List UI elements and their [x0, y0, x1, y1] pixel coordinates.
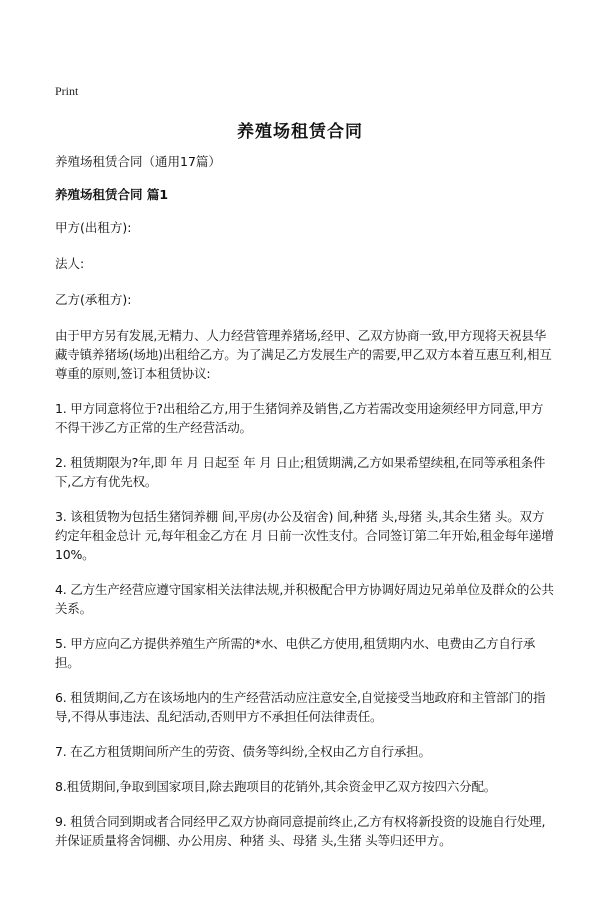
clause-6: 6. 租赁期间,乙方在该场地内的生产经营活动应注意安全,自觉接受当地政府和主管部门的指导,不得从事违法、乱纪活动,否则甲方不承担任何法律责任。 [55, 690, 546, 724]
document-title: 养殖场租赁合同 [237, 122, 363, 142]
field-lessee: 乙方(承租方): [55, 292, 132, 307]
document-body [55, 152, 555, 866]
field-legal-person: 法人: [55, 256, 85, 271]
clause-2: 2. 租赁期限为?年,即 年 月 日起至 年 月 日止;租赁期满,乙方如果希望续租,在同等承租条件下,乙方有优先权。 [55, 455, 546, 489]
clause-5: 5. 甲方应向乙方提供养殖生产所需的*水、电供乙方使用,租赁期内水、电费由乙方自行承担。 [55, 636, 536, 670]
clause-8: 8.租赁期间,争取到国家项目,除去跑项目的花销外,其余资金甲乙双方按四六分配。 [55, 779, 497, 794]
clause-9: 9. 租赁合同到期或者合同经甲乙双方协商同意提前终止,乙方有权将新投资的设施自行处理,并保证质量将舍饲棚、办公用房、种猪 头、母猪 头,生猪 头等归还甲方。 [55, 814, 546, 848]
clause-4: 4. 乙方生产经营应遵守国家相关法律法规,并积极配合甲方协调好周边兄弟单位及群众的公共关系。 [55, 582, 554, 616]
print-label[interactable]: Print [55, 84, 79, 98]
document-subtitle: 养殖场租赁合同（通用17篇） [55, 154, 221, 169]
section-heading: 养殖场租赁合同 篇1 [55, 187, 169, 202]
clause-7: 7. 在乙方租赁期间所产生的劳资、债务等纠纷,全权由乙方自行承担。 [55, 744, 431, 759]
paragraph-intro: 由于甲方另有发展,无精力、人力经营管理养猪场,经甲、乙双方协商一致,甲方现将天祝县华藏寺镇养猪场(场地)出租给乙方。为了满足乙方发展生产的需要,甲乙双方本着互惠互利,相互尊重的原则,签订本租赁协议: [55, 328, 552, 381]
clause-3: 3. 该租赁物为包括生猪饲养棚 间,平房(办公及宿舍) 间,种猪 头,母猪 头,其余生猪 头。双方约定年租金总计 元,每年租金乙方在 月 日前一次性支付。合同签订第二年开始,租金每年递增10%。 [55, 509, 554, 562]
clause-1: 1. 甲方同意将位于?出租给乙方,用于生猪饲养及销售,乙方若需改变用途须经甲方同意,甲方不得干涉乙方正常的生产经营活动。 [55, 401, 544, 435]
field-lessor: 甲方(出租方): [55, 220, 132, 235]
